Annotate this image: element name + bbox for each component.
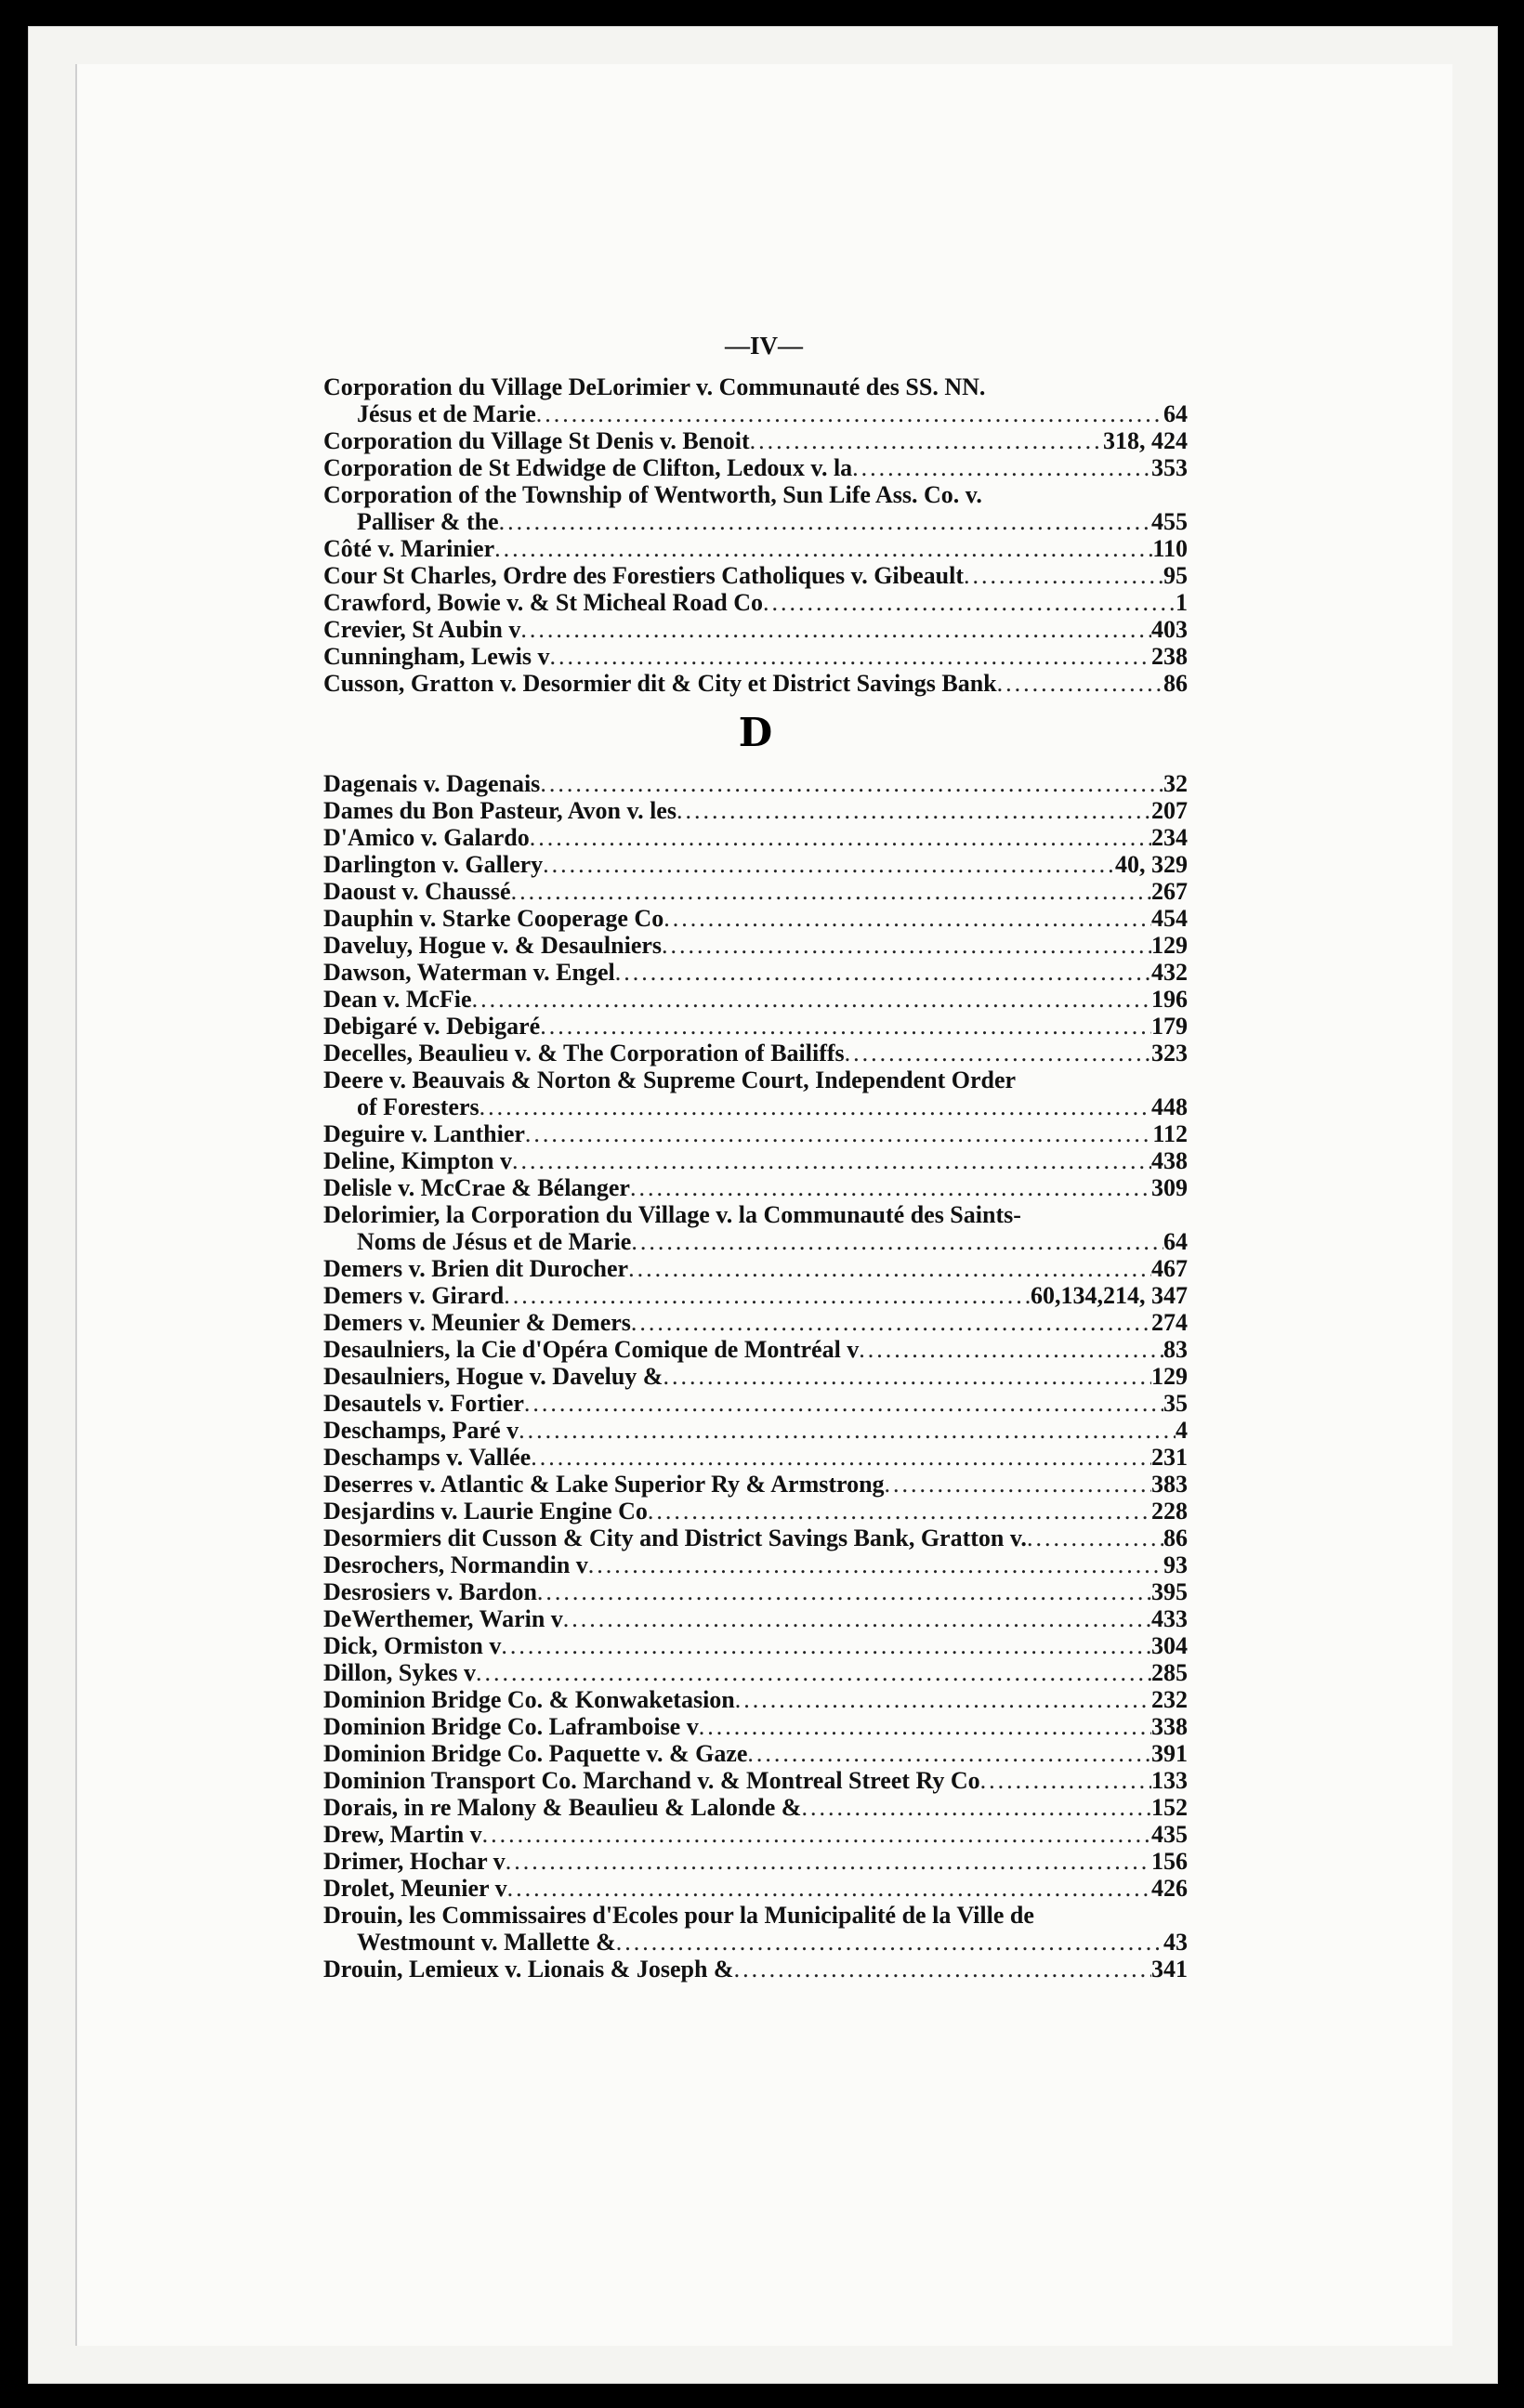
entry-title-line1: Drouin, les Commissaires d'Ecoles pour la Municipalité de la Ville de <box>323 1902 1034 1929</box>
entry-continuation <box>323 508 1188 535</box>
dot-leader <box>540 770 1163 797</box>
entry-title: Dillon, Sykes v <box>323 1659 476 1686</box>
index-entry <box>323 1336 1188 1363</box>
dot-leader <box>852 454 1151 481</box>
entry-pages: 95 <box>1163 562 1188 589</box>
dot-leader <box>980 1767 1151 1794</box>
dot-leader <box>480 1093 1151 1120</box>
entry-title-line1: Deere v. Beauvais & Norton & Supreme Court, Independent Order <box>323 1067 1017 1093</box>
dot-leader <box>482 1821 1151 1848</box>
index-entry <box>323 1659 1188 1686</box>
dot-leader <box>507 1875 1151 1902</box>
entry-pages: 4 <box>1176 1417 1188 1444</box>
entry-title: Desaulniers, Hogue v. Daveluy & <box>323 1363 663 1390</box>
index-entry <box>323 1282 1188 1309</box>
entry-title: Cour St Charles, Ordre des Forestiers Catholiques v. Gibeault <box>323 562 964 589</box>
index-entry <box>323 878 1188 905</box>
index-entry <box>323 1255 1188 1282</box>
entry-title: Deserres v. Atlantic & Lake Superior Ry & Armstrong <box>323 1471 885 1498</box>
index-list <box>323 373 1188 1983</box>
entry-title: Desjardins v. Laurie Engine Co <box>323 1498 648 1525</box>
dot-leader <box>631 1309 1151 1336</box>
entry-pages: 238 <box>1151 643 1188 670</box>
entry-pages: 64 <box>1163 1228 1188 1255</box>
entry-pages: 110 <box>1152 535 1188 562</box>
dot-leader <box>520 616 1151 643</box>
section-c-entries <box>323 373 1188 697</box>
index-entry <box>323 562 1188 589</box>
entry-pages: 234 <box>1151 824 1188 851</box>
entry-title: Desaulniers, la Cie d'Opéra Comique de Montréal v <box>323 1336 860 1363</box>
dot-leader <box>747 1740 1151 1767</box>
entry-pages: 318, 424 <box>1103 427 1188 454</box>
index-entry <box>323 1013 1188 1040</box>
entry-title: Côté v. Marinier <box>323 535 495 562</box>
index-entry <box>323 1902 1188 1956</box>
entry-title: Crevier, St Aubin v <box>323 616 521 643</box>
dot-leader <box>588 1551 1163 1578</box>
entry-title: Deline, Kimpton v <box>323 1147 512 1174</box>
dot-leader <box>631 1228 1163 1255</box>
index-entry <box>323 932 1188 959</box>
dot-leader <box>677 797 1151 824</box>
entry-title-line2: of Foresters <box>357 1093 480 1120</box>
dot-leader <box>845 1040 1151 1067</box>
entry-pages: 383 <box>1151 1471 1188 1498</box>
entry-pages: 395 <box>1151 1578 1188 1605</box>
entry-title: Drolet, Meunier v <box>323 1875 507 1902</box>
index-entry <box>323 1120 1188 1147</box>
dot-leader <box>563 1605 1151 1632</box>
entry-pages: 129 <box>1151 932 1188 959</box>
entry-title: Corporation de St Edwidge de Clifton, Ledoux v. la <box>323 454 853 481</box>
dot-leader <box>512 1147 1151 1174</box>
dot-leader <box>530 824 1151 851</box>
entry-title: Desautels v. Fortier <box>323 1390 524 1417</box>
index-entry <box>323 797 1188 824</box>
entry-pages: 35 <box>1163 1390 1188 1417</box>
entry-title: Desormiers dit Cusson & City and District Savings Bank, Gratton v. <box>323 1525 1027 1551</box>
index-entry <box>323 427 1188 454</box>
entry-pages: 403 <box>1151 616 1188 643</box>
entry-pages: 43 <box>1163 1929 1188 1956</box>
entry-pages: 274 <box>1151 1309 1188 1336</box>
dot-leader <box>549 643 1151 670</box>
dot-leader <box>750 427 1103 454</box>
entry-title-line2: Jésus et de Marie <box>357 400 536 427</box>
entry-pages: 467 <box>1151 1255 1188 1282</box>
dot-leader <box>524 1390 1163 1417</box>
dot-leader <box>472 986 1151 1013</box>
dot-leader <box>1027 1525 1163 1551</box>
entry-title: Dorais, in re Malony & Beaulieu & Lalonde & <box>323 1794 802 1821</box>
entry-pages: 1 <box>1176 589 1188 616</box>
entry-continuation <box>323 400 1188 427</box>
entry-pages: 391 <box>1151 1740 1188 1767</box>
entry-pages: 341 <box>1151 1956 1188 1983</box>
index-entry <box>323 1605 1188 1632</box>
index-entry <box>323 1498 1188 1525</box>
dot-leader <box>763 589 1176 616</box>
dot-leader <box>615 959 1151 986</box>
dot-leader <box>964 562 1163 589</box>
dot-leader <box>801 1794 1151 1821</box>
entry-pages: 64 <box>1163 400 1188 427</box>
section-letter-d: D <box>738 710 773 755</box>
entry-pages: 353 <box>1151 454 1188 481</box>
entry-title: Cunningham, Lewis v <box>323 643 550 670</box>
index-entry <box>323 670 1188 697</box>
index-entry <box>323 1767 1188 1794</box>
entry-title: DeWerthemer, Warin v <box>323 1605 563 1632</box>
entry-pages: 83 <box>1163 1336 1188 1363</box>
index-entry <box>323 986 1188 1013</box>
index-entry <box>323 1444 1188 1471</box>
index-entry <box>323 1875 1188 1902</box>
entry-pages: 196 <box>1151 986 1188 1013</box>
entry-title: Deguire v. Lanthier <box>323 1120 525 1147</box>
dot-leader <box>506 1848 1151 1875</box>
index-entry <box>323 1147 1188 1174</box>
dot-leader <box>531 1444 1151 1471</box>
entry-pages: 60,134,214, 347 <box>1031 1282 1188 1309</box>
entry-pages: 156 <box>1151 1848 1188 1875</box>
dot-leader <box>648 1498 1151 1525</box>
index-entry <box>323 454 1188 481</box>
dot-leader <box>501 1632 1151 1659</box>
entry-title: Dominion Transport Co. Marchand v. & Montreal Street Ry Co <box>323 1767 980 1794</box>
entry-title: Dominion Bridge Co. & Konwaketasion <box>323 1686 735 1713</box>
index-entry <box>323 535 1188 562</box>
dot-leader <box>476 1659 1151 1686</box>
entry-title: Dames du Bon Pasteur, Avon v. les <box>323 797 677 824</box>
index-entry <box>323 1174 1188 1201</box>
entry-title-line1: Delorimier, la Corporation du Village v. la Communauté des Saints- <box>323 1201 1021 1228</box>
entry-continuation <box>323 1228 1188 1255</box>
entry-title-line1: Corporation du Village DeLorimier v. Communauté des SS. NN. <box>323 373 986 400</box>
entry-title: Drew, Martin v <box>323 1821 482 1848</box>
entry-pages: 40, 329 <box>1115 851 1188 878</box>
entry-title: Dawson, Waterman v. Engel <box>323 959 615 986</box>
entry-pages: 112 <box>1152 1120 1188 1147</box>
dot-leader <box>885 1471 1151 1498</box>
dot-leader <box>859 1336 1163 1363</box>
entry-title-line1: Corporation of the Township of Wentworth, Sun Life Ass. Co. v. <box>323 481 982 508</box>
entry-title: Deschamps v. Vallée <box>323 1444 532 1471</box>
index-entry <box>323 1713 1188 1740</box>
entry-pages: 323 <box>1151 1040 1188 1067</box>
entry-title: Desrosiers v. Bardon <box>323 1578 537 1605</box>
index-entry <box>323 1686 1188 1713</box>
entry-pages: 93 <box>1163 1551 1188 1578</box>
entry-title: Dominion Bridge Co. Laframboise v <box>323 1713 699 1740</box>
index-entry <box>323 1848 1188 1875</box>
entry-pages: 228 <box>1151 1498 1188 1525</box>
index-entry <box>323 1201 1188 1255</box>
dot-leader <box>499 508 1151 535</box>
entry-title: Dauphin v. Starke Cooperage Co <box>323 905 664 932</box>
entry-pages: 86 <box>1163 1525 1188 1551</box>
entry-pages: 304 <box>1151 1632 1188 1659</box>
index-entry <box>323 1578 1188 1605</box>
index-entry <box>323 643 1188 670</box>
dot-leader <box>699 1713 1151 1740</box>
entry-pages: 129 <box>1151 1363 1188 1390</box>
dot-leader <box>616 1929 1163 1956</box>
dot-leader <box>663 905 1151 932</box>
entry-pages: 207 <box>1151 797 1188 824</box>
entry-pages: 86 <box>1163 670 1188 697</box>
index-entry <box>323 1309 1188 1336</box>
index-entry <box>323 1417 1188 1444</box>
entry-pages: 432 <box>1151 959 1188 986</box>
dot-leader <box>735 1686 1151 1713</box>
entry-continuation <box>323 1093 1188 1120</box>
index-entry <box>323 1525 1188 1551</box>
index-entry <box>323 1956 1188 1983</box>
entry-title-line2: Westmount v. Mallette & <box>357 1929 616 1956</box>
entry-title: Deschamps, Paré v <box>323 1417 519 1444</box>
entry-title: Dean v. McFie <box>323 986 472 1013</box>
entry-title: Daveluy, Hogue v. & Desaulniers <box>323 932 663 959</box>
entry-pages: 179 <box>1151 1013 1188 1040</box>
entry-pages: 232 <box>1151 1686 1188 1713</box>
index-entry <box>323 851 1188 878</box>
entry-pages: 338 <box>1151 1713 1188 1740</box>
entry-pages: 438 <box>1151 1147 1188 1174</box>
entry-title: Debigaré v. Debigaré <box>323 1013 541 1040</box>
entry-continuation <box>323 1929 1188 1956</box>
dot-leader <box>511 878 1151 905</box>
dot-leader <box>997 670 1163 697</box>
page-number: —IV— <box>725 332 804 360</box>
dot-leader <box>525 1120 1153 1147</box>
dot-leader <box>630 1174 1151 1201</box>
dot-leader <box>543 851 1115 878</box>
entry-pages: 426 <box>1151 1875 1188 1902</box>
entry-title: Demers v. Meunier & Demers <box>323 1309 631 1336</box>
entry-pages: 152 <box>1151 1794 1188 1821</box>
index-entry <box>323 1067 1188 1120</box>
entry-title: Cusson, Gratton v. Desormier dit & City et District Savings Bank <box>323 670 997 697</box>
index-entry <box>323 1740 1188 1767</box>
dot-leader <box>663 1363 1151 1390</box>
index-entry <box>323 1363 1188 1390</box>
entry-pages: 433 <box>1151 1605 1188 1632</box>
index-entry <box>323 589 1188 616</box>
entry-title: Dick, Ormiston v <box>323 1632 502 1659</box>
entry-title: D'Amico v. Galardo <box>323 824 530 851</box>
entry-pages: 32 <box>1163 770 1188 797</box>
entry-pages: 285 <box>1151 1659 1188 1686</box>
dot-leader <box>537 1578 1151 1605</box>
entry-title: Darlington v. Gallery <box>323 851 544 878</box>
dot-leader <box>734 1956 1151 1983</box>
index-entry <box>323 1551 1188 1578</box>
entry-title: Daoust v. Chaussé <box>323 878 511 905</box>
entry-title: Dagenais v. Dagenais <box>323 770 541 797</box>
entry-title: Drouin, Lemieux v. Lionais & Joseph & <box>323 1956 734 1983</box>
entry-title: Demers v. Girard <box>323 1282 505 1309</box>
index-entry <box>323 1390 1188 1417</box>
index-entry <box>323 1632 1188 1659</box>
dot-leader <box>519 1417 1176 1444</box>
entry-pages: 455 <box>1151 508 1188 535</box>
section-d-entries <box>323 770 1188 1983</box>
dot-leader <box>536 400 1163 427</box>
index-entry <box>323 1821 1188 1848</box>
entry-title: Crawford, Bowie v. & St Micheal Road Co <box>323 589 764 616</box>
entry-pages: 133 <box>1151 1767 1188 1794</box>
index-entry <box>323 616 1188 643</box>
index-entry <box>323 1471 1188 1498</box>
dot-leader <box>494 535 1152 562</box>
index-entry <box>323 1040 1188 1067</box>
dot-leader <box>662 932 1151 959</box>
entry-title: Decelles, Beaulieu v. & The Corporation of Bailiffs <box>323 1040 845 1067</box>
index-entry <box>323 905 1188 932</box>
entry-pages: 267 <box>1151 878 1188 905</box>
dot-leader <box>504 1282 1031 1309</box>
entry-title-line2: Palliser & the <box>357 508 499 535</box>
index-entry <box>323 481 1188 535</box>
index-entry <box>323 373 1188 427</box>
entry-title: Desrochers, Normandin v <box>323 1551 588 1578</box>
entry-title-line2: Noms de Jésus et de Marie <box>357 1228 632 1255</box>
entry-title: Drimer, Hochar v <box>323 1848 506 1875</box>
entry-pages: 454 <box>1151 905 1188 932</box>
entry-title: Dominion Bridge Co. Paquette v. & Gaze <box>323 1740 748 1767</box>
index-entry <box>323 1794 1188 1821</box>
index-entry <box>323 770 1188 797</box>
entry-pages: 231 <box>1151 1444 1188 1471</box>
entry-title: Delisle v. McCrae & Bélanger <box>323 1174 630 1201</box>
entry-title: Corporation du Village St Denis v. Benoit <box>323 427 750 454</box>
dot-leader <box>628 1255 1151 1282</box>
entry-pages: 435 <box>1151 1821 1188 1848</box>
entry-title: Demers v. Brien dit Durocher <box>323 1255 629 1282</box>
entry-pages: 448 <box>1151 1093 1188 1120</box>
entry-pages: 309 <box>1151 1174 1188 1201</box>
index-entry <box>323 959 1188 986</box>
index-entry <box>323 824 1188 851</box>
dot-leader <box>540 1013 1151 1040</box>
